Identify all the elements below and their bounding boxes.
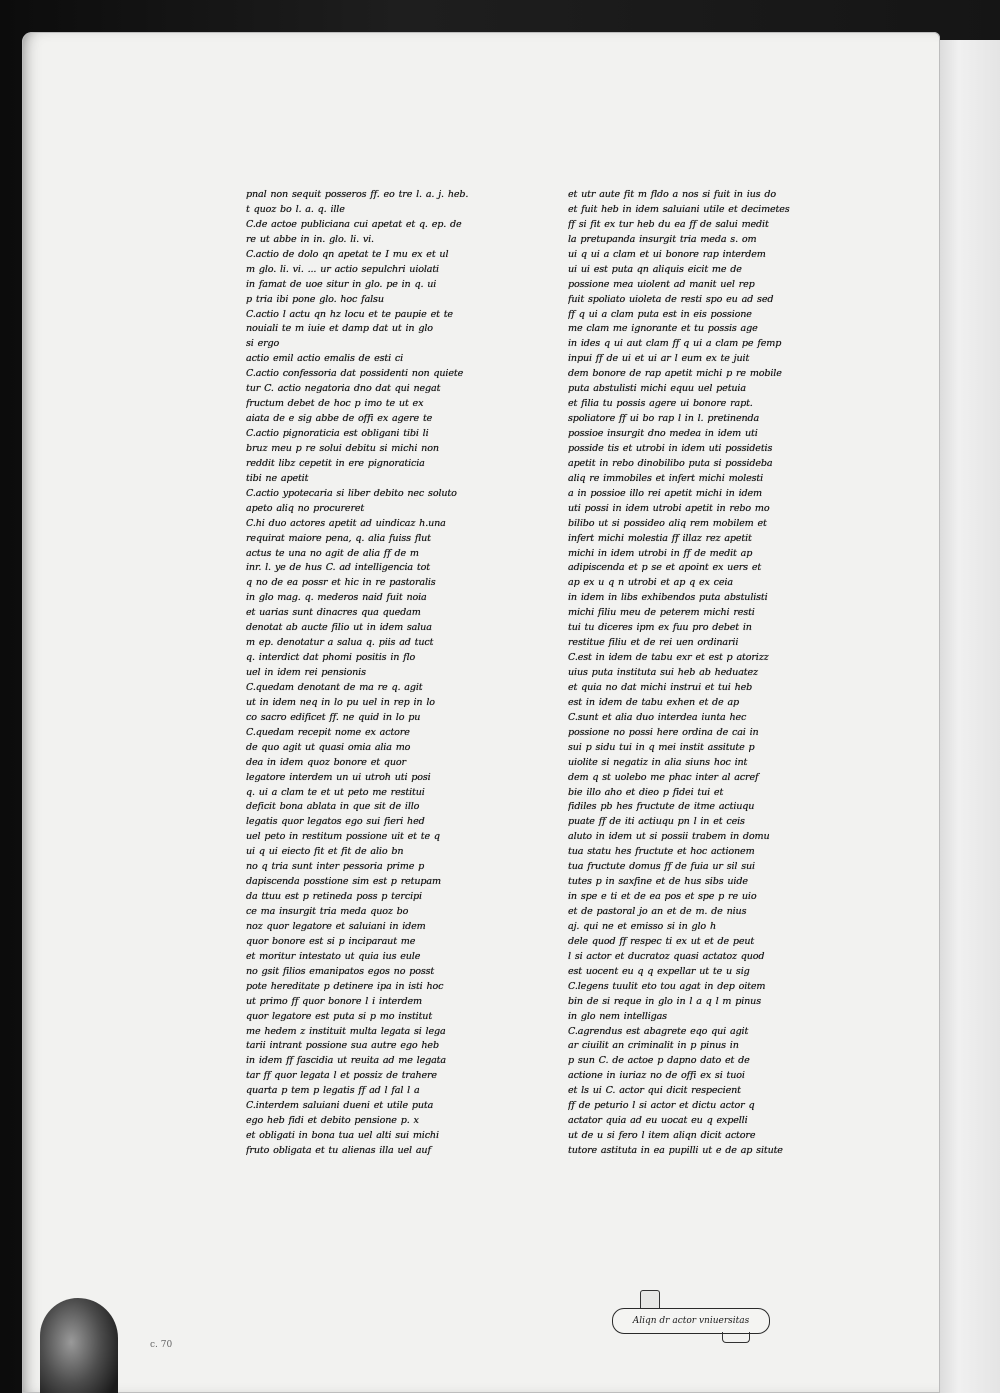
text-line: adipiscenda et p se et apoint ex uers et [568, 562, 762, 574]
text-line: quor bonore est si p inciparaut me [246, 935, 416, 947]
text-line: ce ma insurgit tria meda quoz bo [246, 906, 409, 917]
text-line: actator quia ad eu uocat eu q expelli [568, 1115, 748, 1127]
text-line: uius puta instituta sui heb ab heduatez [568, 667, 758, 678]
text-line: actione in iuriaz no de offi ex si tuoi [568, 1070, 745, 1082]
text-line: in glo mag. q. mederos naid fuit noia [246, 592, 427, 604]
text-line: in spe e ti et de ea pos et spe p re uio [568, 891, 757, 903]
text-line: inr. l. ye de hus C. ad intelligencia tot [246, 562, 430, 574]
text-line: et obligati in bona tua uel alti sui michi [246, 1130, 439, 1142]
text-line: in glo nem intelligas [568, 1010, 667, 1022]
left-text-column [246, 188, 536, 1159]
text-line: est uocent eu q q expellar ut te u sig [568, 965, 750, 977]
text-line: quor legatore est puta si p mo institut [246, 1010, 433, 1022]
marginal-annotation: Aliqn dr actor vniuersitas [612, 1308, 770, 1334]
text-line: ff de peturio l si actor et dictu actor q [568, 1100, 755, 1112]
text-line: si ergo [246, 338, 280, 350]
text-line: et ls ui C. actor qui dicit respecient [568, 1085, 741, 1097]
thumb [40, 1298, 118, 1393]
text-line: t quoz bo l. a. q. ille [246, 203, 345, 215]
text-line: legatis quor legatos ego sui fieri hed [246, 816, 425, 828]
text-line: actio emil actio emalis de esti ci [246, 353, 404, 365]
text-line: et moritur intestato ut quia ius eule [246, 950, 421, 962]
text-line: est in idem de tabu exhen et de ap [568, 696, 740, 708]
text-line: q no de ea possr et hic in re pastoralis [246, 577, 436, 589]
text-line: m glo. li. vi. ... ur actio sepulchri uiolati [246, 263, 439, 275]
text-line: possione no possi here ordina de cai in [568, 726, 759, 738]
text-line: uel in idem rei pensionis [246, 667, 366, 678]
text-line: quarta p tem p legatis ff ad l fal l a [246, 1085, 420, 1097]
text-line: ff si fit ex tur heb du ea ff de salui medit [568, 218, 769, 230]
text-line: uti possi in idem utrobi apetit in rebo mo [568, 502, 770, 514]
text-line: a in possioe illo rei apetit michi in idem [568, 487, 762, 499]
text-line: et fuit heb in idem saluiani utile et decimetes [568, 203, 790, 215]
text-line: ui ui est puta qn aliquis eicit me de [568, 263, 742, 275]
text-line: ff q ui a clam puta est in eis possione [568, 308, 752, 320]
text-line: C.de actoe publiciana cui apetat et q. ep. de [246, 218, 462, 230]
text-line: C.actio l actu qn hz locu et te paupie et te [246, 308, 453, 320]
text-line: ut in idem neq in lo pu uel in rep in lo [246, 696, 435, 708]
text-line: apeto aliq no procureret [246, 502, 365, 514]
text-line: in ides q ui aut clam ff q ui a clam pe femp [568, 338, 782, 350]
text-line: restitue filiu et de rei uen ordinarii [568, 637, 739, 649]
text-line: nouiali te m iuie et damp dat ut in glo [246, 323, 433, 335]
text-line: l si actor et ducratoz quasi actatoz quod [568, 950, 765, 962]
text-line: in idem in libs exhibendos puta abstulisti [568, 592, 768, 604]
text-line: et quia no dat michi instrui et tui heb [568, 681, 753, 693]
text-line: C.legens tuulit eto tou agat in dep oitem [568, 980, 766, 992]
text-line: C.quedam denotant de ma re q. agit [246, 681, 423, 693]
text-line: ui q ui eiecto fit et fit de alio bn [246, 846, 404, 858]
text-line: michi filiu meu de peterem michi resti [568, 607, 755, 619]
text-line: et uarias sunt dinacres qua quedam [246, 607, 421, 619]
text-line: legatore interdem un ui utroh uti posi [246, 771, 431, 783]
text-line: fructum debet de hoc p imo te ut ex [246, 398, 424, 410]
text-line: tutore astituta in ea pupilli ut e de ap situte [568, 1145, 783, 1156]
text-line: C.actio ypotecaria si liber debito nec soluto [246, 487, 457, 499]
text-line: aj. qui ne et emisso si in glo h [568, 920, 716, 932]
text-line: dem bonore de rap apetit michi p re mobile [568, 368, 782, 380]
text-line: dea in idem quoz bonore et quor [246, 756, 406, 768]
text-line: C.actio pignoraticia est obligani tibi li [246, 428, 429, 439]
text-line: tua statu hes fructute et hoc actionem [568, 846, 755, 858]
text-line: C.interdem saluiani dueni et utile puta [246, 1100, 434, 1112]
text-line: ar ciuilit an criminalit in p pinus in [568, 1040, 739, 1052]
text-line: dele quod ff respec ti ex ut et de peut [568, 935, 755, 947]
text-line: reddit libz cepetit in ere pignoraticia [246, 457, 425, 469]
text-line: ut de u si fero l item aliqn dicit actore [568, 1130, 756, 1142]
text-line: michi in idem utrobi in ff de medit ap [568, 547, 753, 559]
text-line: me clam me ignorante et tu possis age [568, 323, 758, 335]
text-line: et de pastoral jo an et de m. de nius [568, 906, 747, 917]
text-line: co sacro edificet ff. ne quid in lo pu [246, 711, 421, 723]
text-line: tibi ne apetit [246, 472, 309, 484]
text-line: posside tis et utrobi in idem uti possidetis [568, 442, 773, 454]
text-line: aiata de e sig abbe de offi ex agere te [246, 413, 433, 425]
text-line: C.quedam recepit nome ex actore [246, 726, 410, 738]
text-line: re ut abbe in in. glo. li. vi. [246, 233, 374, 245]
text-line: no gsit filios emanipatos egos no posst [246, 965, 435, 977]
text-line: da ttuu est p retineda poss p tercipi [246, 891, 422, 903]
right-text-column [568, 188, 858, 1159]
text-line: tar ff quor legata l et possiz de trahere [246, 1070, 437, 1082]
text-line: tarii intrant possione sua autre ego heb [246, 1040, 439, 1052]
text-line: bilibo ut si possideo aliq rem mobilem et [568, 517, 767, 529]
text-line: aliq re immobiles et infert michi molesti [568, 472, 764, 484]
text-line: puta abstulisti michi equu uel petuia [568, 383, 746, 395]
text-line: possione mea uiolent ad manit uel rep [568, 278, 755, 290]
text-line: et filia tu possis agere ui bonore rapt. [568, 398, 753, 410]
text-line: q. ui a clam te et ut peto me restitui [246, 786, 425, 798]
text-line: C.agrendus est abagrete eqo qui agit [568, 1025, 749, 1037]
text-line: bin de si reque in glo in l a q l m pinus [568, 995, 761, 1007]
text-line: p sun C. de actoe p dapno dato et de [568, 1055, 750, 1067]
text-line: fidiles pb hes fructute de itme actiuqu [568, 801, 755, 813]
text-line: denotat ab aucte filio ut in idem salua [246, 622, 432, 634]
text-line: ui q ui a clam et ui bonore rap interdem [568, 248, 766, 260]
text-line: dapiscenda posstione sim est p retupam [246, 876, 441, 888]
text-line: in famat de uoe situr in glo. pe in q. ui [246, 278, 437, 290]
text-line: noz quor legatore et saluiani in idem [246, 920, 426, 932]
annotation-mark [640, 1290, 660, 1309]
text-line: sui p sidu tui in q mei instit assitute p [568, 741, 755, 753]
annotation-tail [722, 1332, 750, 1343]
text-line: puate ff de iti actiuqu pn l in et ceis [568, 816, 745, 828]
text-line: dem q st uolebo me phac inter al acref [568, 771, 759, 783]
text-line: tui tu diceres ipm ex fuu pro debet in [568, 622, 752, 634]
text-line: uel peto in restitum possione uit et te q [246, 831, 440, 843]
text-line: la pretupanda insurgit tria meda s. om [568, 233, 757, 245]
text-line: me hedem z instituit multa legata si lega [246, 1025, 446, 1037]
text-line: ego heb fidi et debito pensione p. x [246, 1115, 419, 1127]
text-line: tutes p in saxfine et de hus sibs uide [568, 876, 748, 888]
text-line: requirat maiore pena, q. alia fuiss flut [246, 532, 431, 544]
text-line: possioe insurgit dno medea in idem uti [568, 428, 758, 439]
text-line: p tria ibi pone glo. hoc falsu [246, 293, 384, 305]
text-line: q. interdict dat phomi positis in flo [246, 652, 416, 664]
text-line: ut primo ff quor bonore l i interdem [246, 995, 422, 1007]
text-line: deficit bona ablata in que sit de illo [246, 801, 420, 813]
text-line: C.actio de dolo qn apetat te I mu ex et ul [246, 248, 449, 260]
text-line: bie illo aho et dieo p fidei tui et [568, 786, 724, 798]
text-line: tur C. actio negatoria dno dat qui negat [246, 383, 441, 395]
text-line: C.actio confessoria dat possidenti non quiete [246, 368, 464, 380]
text-line: in idem ff fascidia ut reuita ad me legata [246, 1055, 446, 1067]
text-line: C.hi duo actores apetit ad uindicaz h.una [246, 517, 446, 529]
folio-mark: c. 70 [150, 1340, 173, 1350]
text-line: C.sunt et alia duo interdea iunta hec [568, 711, 747, 723]
text-line: ap ex u q n utrobi et ap q ex ceia [568, 577, 733, 589]
text-line: uiolite si negatiz in alia siuns hoc int [568, 756, 748, 768]
text-line: pnal non sequit posseros ff. eo tre l. a. j. heb. [246, 189, 469, 200]
next-page-edge [938, 40, 1000, 1393]
text-line: pote hereditate p detinere ipa in isti hoc [246, 980, 444, 992]
text-line: tua fructute domus ff de fuia ur sil sui [568, 861, 755, 873]
text-line: actus te una no agit de alia ff de m [246, 547, 419, 559]
text-line: C.est in idem de tabu exr et est p atorizz [568, 652, 769, 664]
text-line: infert michi molestia ff illaz rez apetit [568, 532, 752, 544]
text-line: spoliatore ff ui bo rap l in l. pretinenda [568, 413, 760, 425]
text-line: m ep. denotatur a salua q. piis ad tuct [246, 637, 434, 649]
text-line: bruz meu p re solui debitu si michi non [246, 442, 439, 454]
text-line: no q tria sunt inter pessoria prime p [246, 861, 425, 873]
text-line: fuit spoliato uioleta de resti spo eu ad sed [568, 293, 774, 305]
text-line: inpui ff de ui et ui ar l eum ex te juit [568, 353, 750, 365]
text-line: aluto in idem ut si possii trabem in domu [568, 831, 770, 843]
text-line: et utr aute fit m fldo a nos si fuit in ius do [568, 189, 776, 200]
text-line: fruto obligata et tu alienas illa uel auf [246, 1145, 431, 1156]
text-line: apetit in rebo dinobilibo puta si possideba [568, 457, 773, 469]
text-line: de quo agit ut quasi omia alia mo [246, 741, 411, 753]
